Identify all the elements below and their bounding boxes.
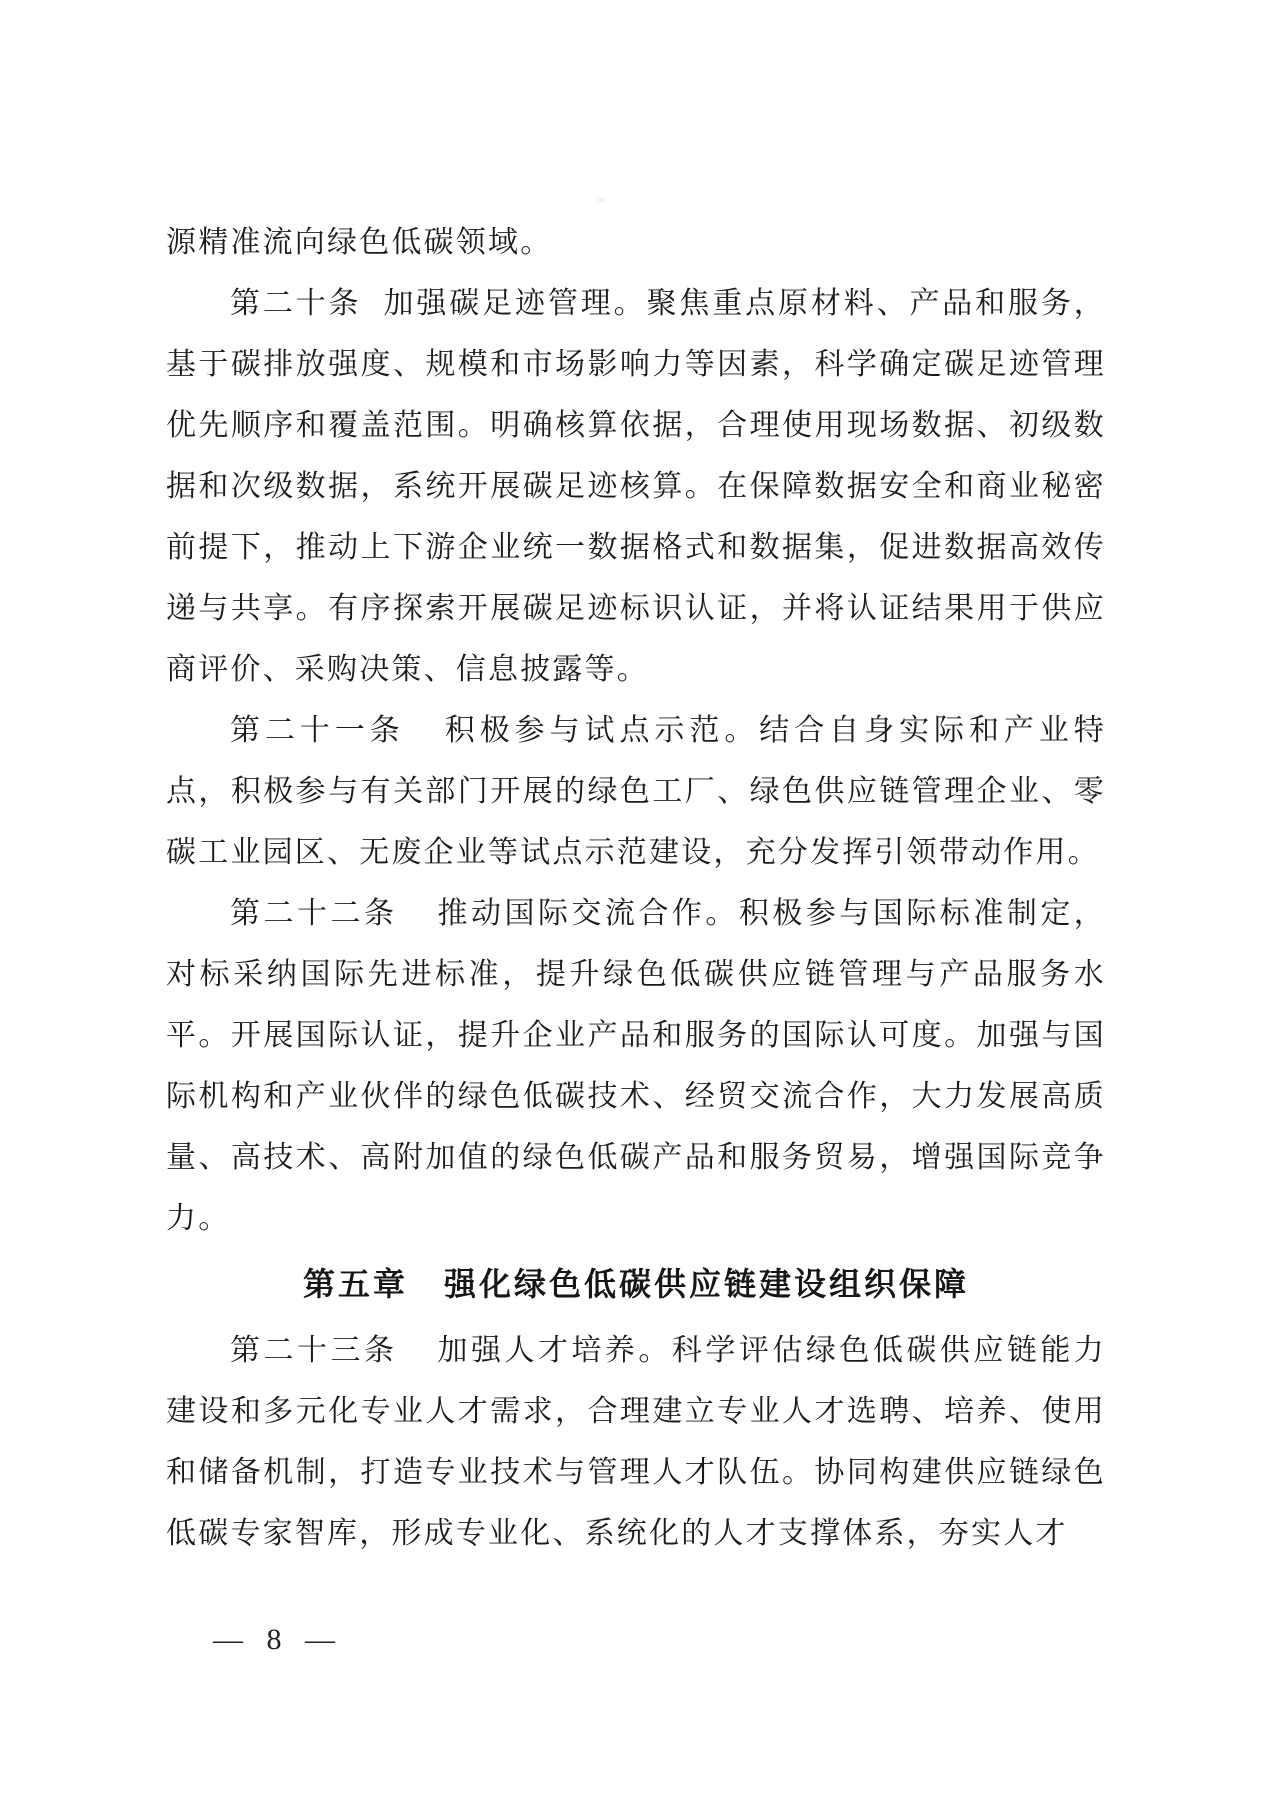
page-number-text: — 8 — — [213, 1623, 336, 1656]
article-22-paragraph — [166, 883, 1106, 1249]
article-21-text: 积极参与试点示范。结合自身实际和产业特点，积极参与有关部门开展的绿色工厂、绿色供应链管理企业、零碳工业园区、无废企业等试点示范建设，充分发挥引领带动作用。 — [166, 714, 1107, 869]
article-22-number: 第二十二条 — [230, 897, 398, 930]
article-20-text: 加强碳足迹管理。聚焦重点原材料、产品和服务，基于碳排放强度、规模和市场影响力等因素，科学确定碳足迹管理优先顺序和覆盖范围。明确核算依据，合理使用现场数据、初级数据和次级数据，系统开展碳足迹核算。在保障数据安全和商业秘密前提下，推动上下游企业统一数据格式和数据集，促进数据高效传递与共享。有序探索开展碳足迹标识认证，并将认证结果用于供应商评价、采购决策、信息披露等。 — [166, 287, 1106, 686]
article-21-number: 第二十一条 — [230, 714, 405, 747]
scan-artifact — [598, 198, 605, 202]
article-20-paragraph — [166, 273, 1106, 700]
article-23-paragraph — [166, 1320, 1106, 1564]
article-23-number: 第二十三条 — [230, 1334, 398, 1367]
page-number-footer — [213, 1622, 336, 1658]
article-22-text: 推动国际交流合作。积极参与国际标准制定，对标采纳国际先进标准，提升绿色低碳供应链管理与产品服务水平。开展国际认证，提升企业产品和服务的国际认可度。加强与国际机构和产业伙伴的绿色低碳技术、经贸交流合作，大力发展高质量、高技术、高附加值的绿色低碳产品和服务贸易，增强国际竞争力。 — [166, 897, 1107, 1235]
chapter-5-title: 强化绿色低碳供应链建设组织保障 — [444, 1266, 970, 1302]
paragraph-continuation — [166, 212, 1106, 273]
chapter-5-label: 第五章 — [302, 1266, 408, 1302]
chapter-5-heading — [166, 1254, 1106, 1315]
article-20-number: 第二十条 — [230, 287, 362, 320]
article-23-text: 加强人才培养。科学评估绿色低碳供应链能力建设和多元化专业人才需求，合理建立专业人才选聘、培养、使用和储备机制，打造专业技术与管理人才队伍。协同构建供应链绿色低碳专家智库，形成专业化、系统化的人才支撑体系，夯实人才 — [166, 1334, 1107, 1550]
paragraph-continuation-text: 源精准流向绿色低碳领域。 — [166, 226, 553, 259]
article-21-paragraph — [166, 700, 1106, 883]
page-body — [166, 212, 1106, 1564]
